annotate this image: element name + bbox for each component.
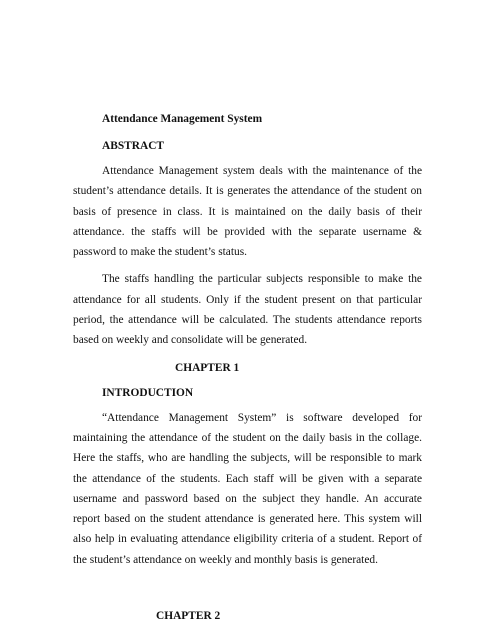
abstract-paragraph-1: Attendance Management system deals with the maintenance of the student’s attendance details. It is generates the attendance of the student on basis of presence in class. It is maintained on the daily basis of their attendance. the staffs will be provided with the separate username & password to make the student’s status. [73,165,422,259]
introduction-heading: INTRODUCTION [102,386,194,399]
chapter-1-heading: CHAPTER 1 [175,361,240,374]
page-content [73,109,422,576]
abstract-heading: ABSTRACT [102,140,165,152]
document-title: Attendance Management System [102,113,263,125]
chapter-2-heading: CHAPTER 2 [156,610,221,622]
abstract-paragraph-2: The staffs handling the particular subjects responsible to make the attendance for all students. Only if the student present on that particular period, the attendance will be calculated. The students attendance reports based on weekly and consolidate will be generated. [73,273,422,347]
introduction-paragraph: “Attendance Management System” is software developed for maintaining the attendance of the student on the daily basis in the collage. Here the staffs, who are handling the subjects, will be responsible to mark the attendance of the students. Each staff will be given with a separate username and password based on the subject they handle. An accurate report based on the student attendance is generated here. This system will also help in evaluating attendance eligibility criteria of a student. Report of the student’s attendance on weekly and monthly basis is generated. [73,411,422,566]
